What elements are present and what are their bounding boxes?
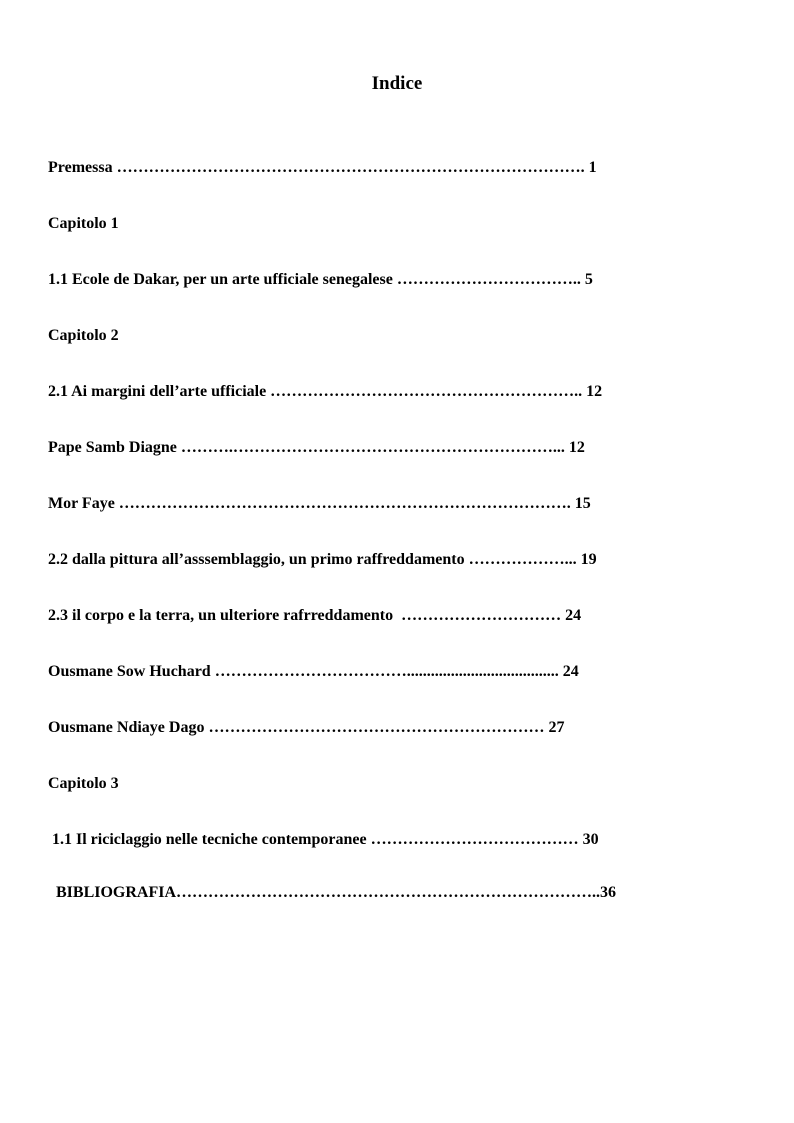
toc-entry-2-3 bbox=[48, 606, 581, 626]
toc-chapter-heading-3 bbox=[48, 774, 119, 794]
toc-entry-text: Pape Samb Diagne ……….……………………………………………………... 12 bbox=[48, 439, 585, 456]
toc-entry-ousmane-ndiaye-dago bbox=[48, 718, 564, 738]
toc-entry-text: Capitolo 2 bbox=[48, 327, 119, 344]
toc-entry-1-1 bbox=[48, 270, 593, 290]
toc-entry-text: Premessa ……………………………………………………………………………. 1 bbox=[48, 159, 597, 176]
toc-entry-text: 1.1 Ecole de Dakar, per un arte ufficiale senegalese …………………………….. 5 bbox=[48, 271, 593, 288]
toc-entry-pape-samb-diagne bbox=[48, 438, 585, 458]
toc-entry-2-1 bbox=[48, 382, 602, 402]
toc-entry-text: 1.1 Il riciclaggio nelle tecniche contemporanee ………………………………… 30 bbox=[48, 831, 599, 848]
toc-entry-text: Ousmane Sow Huchard ………………………………...................................... 24 bbox=[48, 663, 579, 680]
toc-entry-text: 2.3 il corpo e la terra, un ulteriore rafrreddamento ………………………… 24 bbox=[48, 607, 582, 624]
toc-entry-2-2 bbox=[48, 550, 597, 570]
toc-entry-text: Mor Faye …………………………………………………………………………. 15 bbox=[48, 495, 591, 512]
toc-entry-text: Capitolo 3 bbox=[48, 775, 119, 792]
toc-chapter-heading-1 bbox=[48, 214, 119, 234]
toc-entry-mor-faye bbox=[48, 494, 591, 514]
toc-entry-text: Capitolo 1 bbox=[48, 215, 119, 232]
toc-entry-text: 2.1 Ai margini dell’arte ufficiale ………………………………………………….. 12 bbox=[48, 383, 603, 400]
toc-entry-bibliografia bbox=[48, 883, 616, 903]
toc-entry-text: Ousmane Ndiaye Dago ……………………………………………………… 27 bbox=[48, 719, 565, 736]
toc-entry-text: BIBLIOGRAFIA……………………………………………………………………..36 bbox=[48, 884, 617, 901]
toc-entry-text: 2.2 dalla pittura all’asssemblaggio, un primo raffreddamento ………………... 19 bbox=[48, 551, 597, 568]
toc-entry-3-1 bbox=[48, 830, 599, 850]
toc-chapter-heading-2 bbox=[48, 326, 119, 346]
page-title: Indice bbox=[371, 73, 423, 94]
toc-entry-ousmane-sow-huchard bbox=[48, 662, 579, 682]
toc-entry-premessa bbox=[48, 158, 597, 178]
